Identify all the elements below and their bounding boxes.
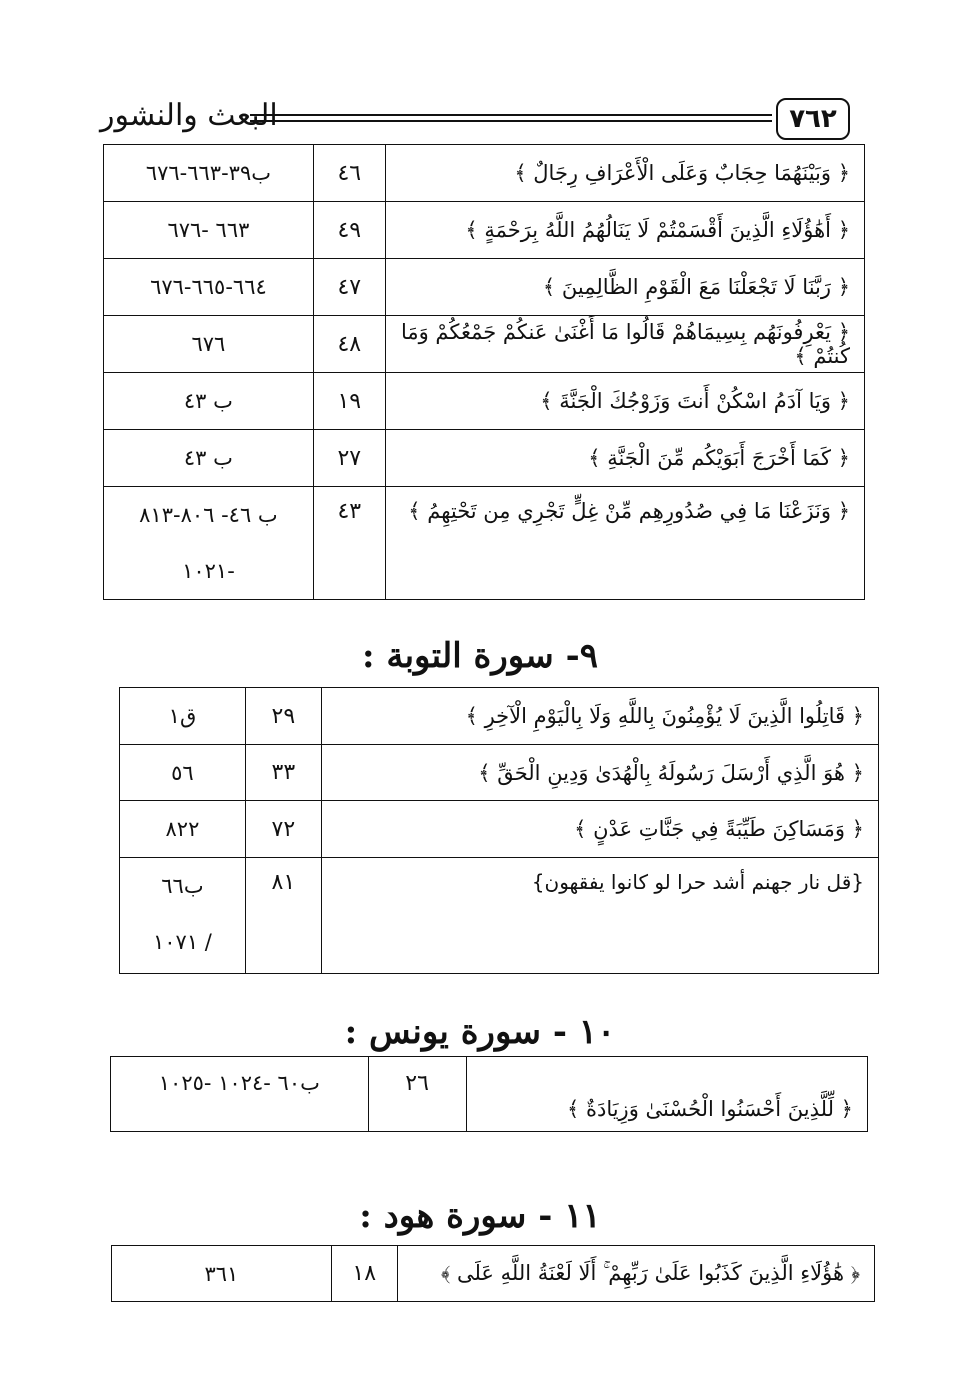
- ayah-number-cell: ٧٢: [245, 801, 321, 858]
- reference-line: ب٦٦: [161, 874, 204, 898]
- surah-9-table: [119, 687, 879, 974]
- surah-11-table: [111, 1245, 875, 1302]
- reference-cell: [104, 487, 314, 600]
- ayah-number-cell: ٤٧: [313, 259, 385, 316]
- reference-line-continued: / ١٠٧١: [153, 930, 212, 954]
- table-row: [120, 858, 879, 974]
- reference-cell: ب ٤٣: [104, 373, 314, 430]
- table-row: [104, 259, 865, 316]
- table-row: [120, 688, 879, 745]
- table-row: [104, 487, 865, 600]
- reference-line-continued: -١٠٢١: [182, 559, 235, 583]
- table-row: [104, 202, 865, 259]
- verse-cell: ﴿ وَيَا آدَمُ اسْكُنْ أَنتَ وَزَوْجُكَ الْجَنَّةَ ﴾: [385, 373, 864, 430]
- verse-cell: ﴿ قَاتِلُوا الَّذِينَ لَا يُؤْمِنُونَ بِاللَّهِ وَلَا بِالْيَوْمِ الْآخِرِ ﴾: [321, 688, 878, 745]
- page-header: [100, 98, 850, 144]
- verse-cell: ﴿ وَمَسَاكِنَ طَيِّبَةً فِي جَنَّاتِ عَدْنٍ ﴾: [321, 801, 878, 858]
- reference-cell: ٣٦١: [112, 1246, 332, 1302]
- surah-10-heading: ١٠ - سورة يونس :: [344, 1012, 616, 1052]
- table-row: [104, 373, 865, 430]
- ayah-number-cell: ٢٩: [245, 688, 321, 745]
- reference-cell: ٦٦٣ -٦٧٦: [104, 202, 314, 259]
- reference-cell: [120, 858, 246, 974]
- surah-11-heading: ١١ - سورة هود :: [359, 1196, 601, 1236]
- verse-cell: ﴿ هُوَ الَّذِي أَرْسَلَ رَسُولَهُ بِالْهُدَىٰ وَدِينِ الْحَقِّ ﴾: [321, 745, 878, 801]
- table-row: [104, 430, 865, 487]
- reference-cell: ٥٦: [120, 745, 246, 801]
- surah-10-table: [110, 1056, 868, 1132]
- reference-cell: ب٦٠ -١٠٢٤ -١٠٢٥: [111, 1057, 369, 1132]
- reference-cell: ب ٤٣: [104, 430, 314, 487]
- table-row: [120, 801, 879, 858]
- verse-cell: ﴿ رَبَّنَا لَا تَجْعَلْنَا مَعَ الْقَوْمِ الظَّالِمِينَ ﴾: [385, 259, 864, 316]
- ayah-number-cell: ٣٣: [245, 745, 321, 801]
- header-rule: [250, 114, 772, 116]
- reference-line: ب ٤٦- ٨٠٦-٨١٣: [139, 503, 278, 527]
- verse-cell: ﴿ وَنَزَعْنَا مَا فِي صُدُورِهِم مِّنْ غِلٍّ تَجْرِي مِن تَحْتِهِمُ ﴾: [385, 487, 864, 600]
- ayah-number-cell: ٢٦: [368, 1057, 466, 1132]
- ayah-number-cell: ٨١: [245, 858, 321, 974]
- ayah-number-cell: ٤٩: [313, 202, 385, 259]
- reference-cell: ق١: [120, 688, 246, 745]
- ayah-number-cell: ٤٦: [313, 145, 385, 202]
- verse-cell: ﴿ وَبَيْنَهُمَا حِجَابٌ وَعَلَى الْأَعْرَافِ رِجَالٌ ﴾: [385, 145, 864, 202]
- header-rule-lower: [250, 120, 772, 122]
- ayah-number-cell: ٤٨: [313, 316, 385, 373]
- verse-cell: ﴿ أَهَٰؤُلَاءِ الَّذِينَ أَقْسَمْتُمْ لَا يَنَالُهُمُ اللَّهُ بِرَحْمَةٍ ﴾: [385, 202, 864, 259]
- ayah-number-cell: ٢٧: [313, 430, 385, 487]
- surah-8-table: [103, 144, 865, 600]
- verse-cell: ﴿ هَٰؤُلَاءِ الَّذِينَ كَذَبُوا عَلَىٰ رَبِّهِمْ ۚ أَلَا لَعْنَةُ اللَّهِ عَلَى ﴾: [397, 1246, 874, 1302]
- table-row: [104, 145, 865, 202]
- table-row: [120, 745, 879, 801]
- book-title: البعث والنشور: [100, 98, 278, 133]
- verse-cell: ﴿ يَعْرِفُونَهُم بِسِيمَاهُمْ قَالُوا مَا أَغْنَىٰ عَنكُمْ جَمْعُكُمْ وَمَا كُنتُمْ ﴾: [385, 316, 864, 373]
- reference-cell: ٦٦٤-٦٦٥-٦٧٦: [104, 259, 314, 316]
- reference-cell: ٦٧٦: [104, 316, 314, 373]
- reference-cell: ٨٢٢: [120, 801, 246, 858]
- page-number: ٧٦٢: [776, 98, 850, 140]
- table-row: [112, 1246, 875, 1302]
- table-row: [111, 1057, 868, 1132]
- reference-cell: ب٣٩-٦٦٣-٦٧٦: [104, 145, 314, 202]
- verse-cell: ﴿ كَمَا أَخْرَجَ أَبَوَيْكُم مِّنَ الْجَنَّةِ ﴾: [385, 430, 864, 487]
- verse-cell: ﴿ لِّلَّذِينَ أَحْسَنُوا الْحُسْنَىٰ وَزِيَادَةٌ ﴾: [466, 1057, 867, 1132]
- ayah-number-cell: ٤٣: [313, 487, 385, 600]
- surah-9-heading: ٩- سورة التوبة :: [361, 636, 599, 676]
- ayah-number-cell: ١٨: [331, 1246, 397, 1302]
- verse-cell: {قل نار جهنم أشد حرا لو كانوا يفقهون}: [321, 858, 878, 974]
- table-row: [104, 316, 865, 373]
- ayah-number-cell: ١٩: [313, 373, 385, 430]
